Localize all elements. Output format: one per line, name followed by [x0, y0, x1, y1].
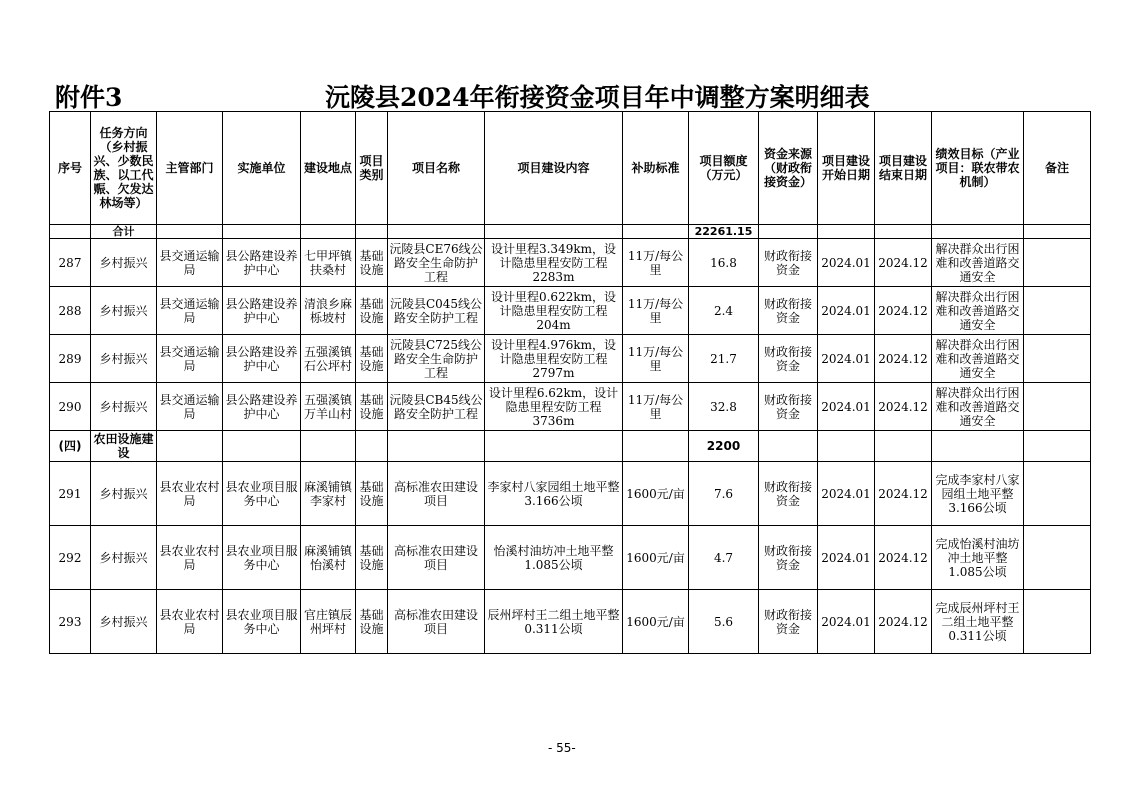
cell-end: 2024.12: [875, 239, 932, 287]
cell-unit: 县公路建设养护中心: [223, 335, 301, 383]
cell-dir: 乡村振兴: [91, 383, 157, 431]
table-row: [50, 526, 1091, 590]
cell-start: 2024.01: [818, 526, 875, 590]
cell-dir: 乡村振兴: [91, 287, 157, 335]
total-label: 合计: [91, 225, 157, 239]
cell-cat: 基础设施: [356, 526, 388, 590]
cell-dept: 县农业农村局: [157, 526, 223, 590]
cell-amt: 16.8: [689, 239, 759, 287]
col-header: 绩效目标（产业项目：联农带农机制）: [932, 112, 1024, 225]
cell-src: 财政衔接资金: [759, 335, 818, 383]
cell-amt: 7.6: [689, 462, 759, 526]
cell-name: 沅陵县CB45线公路安全防护工程: [388, 383, 485, 431]
section-row: [50, 431, 1091, 462]
cell-no: 289: [50, 335, 91, 383]
cell-end: 2024.12: [875, 335, 932, 383]
cell-std: 1600元/亩: [623, 590, 689, 654]
cell-unit: 县公路建设养护中心: [223, 239, 301, 287]
cell-dir: 乡村振兴: [91, 526, 157, 590]
cell-name: 沅陵县C725线公路安全生命防护工程: [388, 335, 485, 383]
cell-goal: 完成李家村八家园组土地平整3.166公顷: [932, 462, 1024, 526]
cell-loc: 麻溪铺镇李家村: [301, 462, 356, 526]
cell-src: 财政衔接资金: [759, 239, 818, 287]
col-header: 项目名称: [388, 112, 485, 225]
cell-loc: 五强溪镇万羊山村: [301, 383, 356, 431]
cell-unit: 县公路建设养护中心: [223, 383, 301, 431]
section-amount: 2200: [689, 431, 759, 462]
cell-dept: 县交通运输局: [157, 287, 223, 335]
cell-name: 沅陵县C045线公路安全防护工程: [388, 287, 485, 335]
cell-src: 财政衔接资金: [759, 287, 818, 335]
cell-content: 设计里程4.976km，设计隐患里程安防工程2797m: [485, 335, 623, 383]
col-header: 任务方向（乡村振兴、少数民族、以工代赈、欠发达林场等）: [91, 112, 157, 225]
cell-start: 2024.01: [818, 383, 875, 431]
cell-note: [1024, 590, 1091, 654]
cell-src: 财政衔接资金: [759, 462, 818, 526]
project-detail-table: [49, 111, 1091, 654]
col-header: 项目建设结束日期: [875, 112, 932, 225]
cell-end: 2024.12: [875, 526, 932, 590]
cell-dept: 县交通运输局: [157, 335, 223, 383]
cell-goal: 解决群众出行困难和改善道路交通安全: [932, 287, 1024, 335]
cell-src: 财政衔接资金: [759, 590, 818, 654]
cell-start: 2024.01: [818, 462, 875, 526]
cell-loc: 麻溪铺镇怡溪村: [301, 526, 356, 590]
cell-cat: 基础设施: [356, 590, 388, 654]
cell-start: 2024.01: [818, 287, 875, 335]
cell-std: 1600元/亩: [623, 526, 689, 590]
cell-note: [1024, 335, 1091, 383]
cell-cat: 基础设施: [356, 287, 388, 335]
cell-start: 2024.01: [818, 335, 875, 383]
cell-content: 李家村八家园组土地平整3.166公顷: [485, 462, 623, 526]
cell-dir: 乡村振兴: [91, 239, 157, 287]
table-row: [50, 287, 1091, 335]
col-header: 补助标准: [623, 112, 689, 225]
cell-note: [1024, 462, 1091, 526]
cell-name: 高标准农田建设项目: [388, 590, 485, 654]
cell-unit: 县农业项目服务中心: [223, 526, 301, 590]
cell-goal: 完成怡溪村油坊冲土地平整1.085公顷: [932, 526, 1024, 590]
cell-goal: 解决群众出行困难和改善道路交通安全: [932, 239, 1024, 287]
cell-dir: 乡村振兴: [91, 590, 157, 654]
page-title: 沅陵县2024年衔接资金项目年中调整方案明细表: [325, 83, 870, 112]
col-header: 建设地点: [301, 112, 356, 225]
cell-cat: 基础设施: [356, 462, 388, 526]
section-label: 农田设施建设: [91, 431, 157, 462]
cell-note: [1024, 526, 1091, 590]
cell-std: 11万/每公里: [623, 239, 689, 287]
cell-goal: 完成辰州坪村王二组土地平整0.311公顷: [932, 590, 1024, 654]
cell-end: 2024.12: [875, 590, 932, 654]
col-header: 主管部门: [157, 112, 223, 225]
col-header: 项目额度（万元）: [689, 112, 759, 225]
cell-amt: 32.8: [689, 383, 759, 431]
page-number: - 55-: [548, 741, 576, 755]
col-header: 序号: [50, 112, 91, 225]
cell-end: 2024.12: [875, 462, 932, 526]
cell-end: 2024.12: [875, 383, 932, 431]
cell-end: 2024.12: [875, 287, 932, 335]
attachment-label: 附件3: [55, 83, 123, 112]
cell-note: [1024, 239, 1091, 287]
cell-amt: 5.6: [689, 590, 759, 654]
cell-content: 辰州坪村王二组土地平整0.311公顷: [485, 590, 623, 654]
cell-dept: 县交通运输局: [157, 239, 223, 287]
cell-amt: 21.7: [689, 335, 759, 383]
cell-loc: 七甲坪镇扶桑村: [301, 239, 356, 287]
cell-cat: 基础设施: [356, 383, 388, 431]
col-header: 项目类别: [356, 112, 388, 225]
table-row: [50, 590, 1091, 654]
col-header: 项目建设内容: [485, 112, 623, 225]
cell-content: 怡溪村油坊冲土地平整1.085公顷: [485, 526, 623, 590]
cell-loc: 清浪乡麻栎坡村: [301, 287, 356, 335]
cell-content: 设计里程6.62km，设计隐患里程安防工程3736m: [485, 383, 623, 431]
cell-src: 财政衔接资金: [759, 526, 818, 590]
cell-unit: 县农业项目服务中心: [223, 590, 301, 654]
cell-unit: 县公路建设养护中心: [223, 287, 301, 335]
cell-note: [1024, 287, 1091, 335]
cell-name: 沅陵县CE76线公路安全生命防护工程: [388, 239, 485, 287]
cell-dept: 县农业农村局: [157, 462, 223, 526]
cell-no: 293: [50, 590, 91, 654]
cell-std: 11万/每公里: [623, 287, 689, 335]
cell-cat: 基础设施: [356, 239, 388, 287]
cell-no: 292: [50, 526, 91, 590]
cell-amt: 2.4: [689, 287, 759, 335]
cell-no: 288: [50, 287, 91, 335]
col-header: 项目建设开始日期: [818, 112, 875, 225]
cell-no: 291: [50, 462, 91, 526]
table-row: [50, 462, 1091, 526]
cell-name: 高标准农田建设项目: [388, 462, 485, 526]
cell-loc: 五强溪镇石公坪村: [301, 335, 356, 383]
section-number: (四): [50, 431, 91, 462]
col-header: 资金来源（财政衔接资金）: [759, 112, 818, 225]
cell-no: 287: [50, 239, 91, 287]
table-row: [50, 335, 1091, 383]
col-header: 实施单位: [223, 112, 301, 225]
cell-amt: 4.7: [689, 526, 759, 590]
cell-goal: 解决群众出行困难和改善道路交通安全: [932, 335, 1024, 383]
table-row: [50, 239, 1091, 287]
cell-dir: 乡村振兴: [91, 335, 157, 383]
table-header-row: [50, 112, 1091, 225]
cell-start: 2024.01: [818, 239, 875, 287]
cell-dept: 县农业农村局: [157, 590, 223, 654]
cell-std: 1600元/亩: [623, 462, 689, 526]
cell-unit: 县农业项目服务中心: [223, 462, 301, 526]
cell-note: [1024, 383, 1091, 431]
cell-name: 高标准农田建设项目: [388, 526, 485, 590]
table-row: [50, 383, 1091, 431]
cell-content: 设计里程0.622km，设计隐患里程安防工程204m: [485, 287, 623, 335]
cell-content: 设计里程3.349km，设计隐患里程安防工程2283m: [485, 239, 623, 287]
cell-src: 财政衔接资金: [759, 383, 818, 431]
cell-dept: 县交通运输局: [157, 383, 223, 431]
cell-dir: 乡村振兴: [91, 462, 157, 526]
cell-no: 290: [50, 383, 91, 431]
cell-cat: 基础设施: [356, 335, 388, 383]
cell-start: 2024.01: [818, 590, 875, 654]
total-row: [50, 225, 1091, 239]
cell-loc: 官庄镇辰州坪村: [301, 590, 356, 654]
total-amount: 22261.15: [689, 225, 759, 239]
cell-std: 11万/每公里: [623, 383, 689, 431]
cell-goal: 解决群众出行困难和改善道路交通安全: [932, 383, 1024, 431]
col-header: 备注: [1024, 112, 1091, 225]
cell-std: 11万/每公里: [623, 335, 689, 383]
